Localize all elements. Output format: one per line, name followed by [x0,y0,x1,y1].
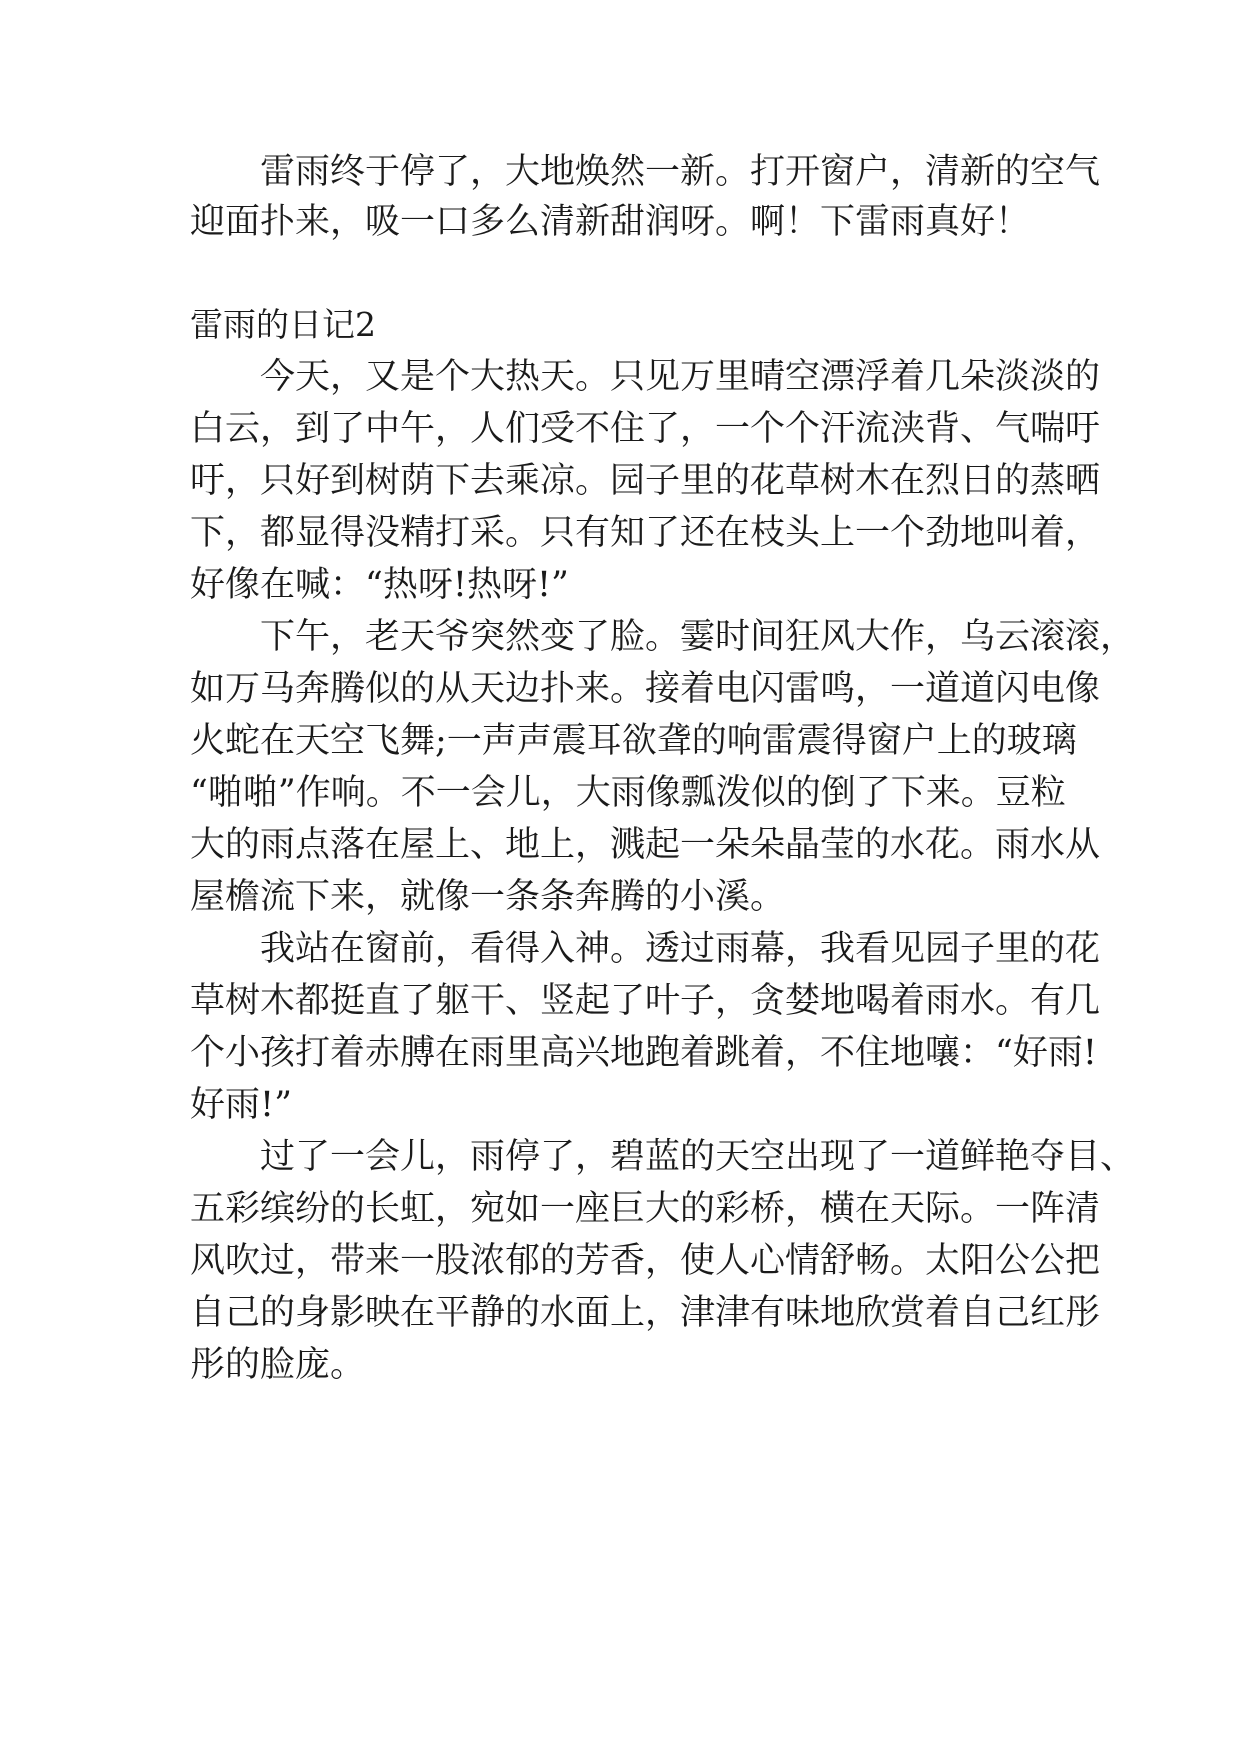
paragraph-2-line-1: 下午，老天爷突然变了脸。霎时间狂风大作，乌云滚滚， [190,617,1136,657]
paragraph-4-line-5: 彤的脸庞。 [190,1345,366,1385]
paragraph-2-line-3: 火蛇在天空飞舞;一声声震耳欲聋的响雷震得窗户上的玻璃 [190,721,1077,761]
paragraph-2-line-6: 屋檐流下来，就像一条条奔腾的小溪。 [190,877,786,917]
paragraph-4-line-3: 风吹过，带来一股浓郁的芳香，使人心情舒畅。太阳公公把 [190,1241,1101,1281]
paragraph-1-line-4: 下，都显得没精打采。只有知了还在枝头上一个劲地叫着， [190,513,1101,553]
paragraph-1-line-3: 吁，只好到树荫下去乘凉。园子里的花草树木在烈日的蒸晒 [190,461,1101,501]
intro-line-1: 雷雨终于停了，大地焕然一新。打开窗户，清新的空气 [190,152,1101,192]
paragraph-1-line-2: 白云，到了中午，人们受不住了，一个个汗流浃背、气喘吁 [190,409,1101,449]
paragraph-4-line-1: 过了一会儿，雨停了，碧蓝的天空出现了一道鲜艳夺目、 [190,1137,1136,1177]
paragraph-2-line-4: “啪啪”作响。不一会儿，大雨像瓢泼似的倒了下来。豆粒 [190,773,1066,813]
intro-line-2: 迎面扑来，吸一口多么清新甜润呀。啊！下雷雨真好！ [190,202,1031,242]
paragraph-1-line-5: 好像在喊：“热呀!热呀!” [190,565,569,605]
paragraph-2-line-2: 如万马奔腾似的从天边扑来。接着电闪雷鸣，一道道闪电像 [190,669,1101,709]
paragraph-3-line-3: 个小孩打着赤膊在雨里高兴地跑着跳着，不住地嚷：“好雨! [190,1033,1097,1073]
paragraph-3-line-2: 草树木都挺直了躯干、竖起了叶子，贪婪地喝着雨水。有几 [190,981,1101,1021]
paragraph-1-line-1: 今天，又是个大热天。只见万里晴空漂浮着几朵淡淡的 [190,357,1101,397]
paragraph-4-line-4: 自己的身影映在平静的水面上，津津有味地欣赏着自己红彤 [190,1293,1101,1333]
paragraph-4-line-2: 五彩缤纷的长虹，宛如一座巨大的彩桥，横在天际。一阵清 [190,1189,1101,1229]
paragraph-2-line-5: 大的雨点落在屋上、地上，溅起一朵朵晶莹的水花。雨水从 [190,825,1101,865]
paragraph-3-line-4: 好雨!” [190,1085,292,1125]
paragraph-3-line-1: 我站在窗前，看得入神。透过雨幕，我看见园子里的花 [190,929,1101,969]
section-title: 雷雨的日记2 [190,305,376,344]
